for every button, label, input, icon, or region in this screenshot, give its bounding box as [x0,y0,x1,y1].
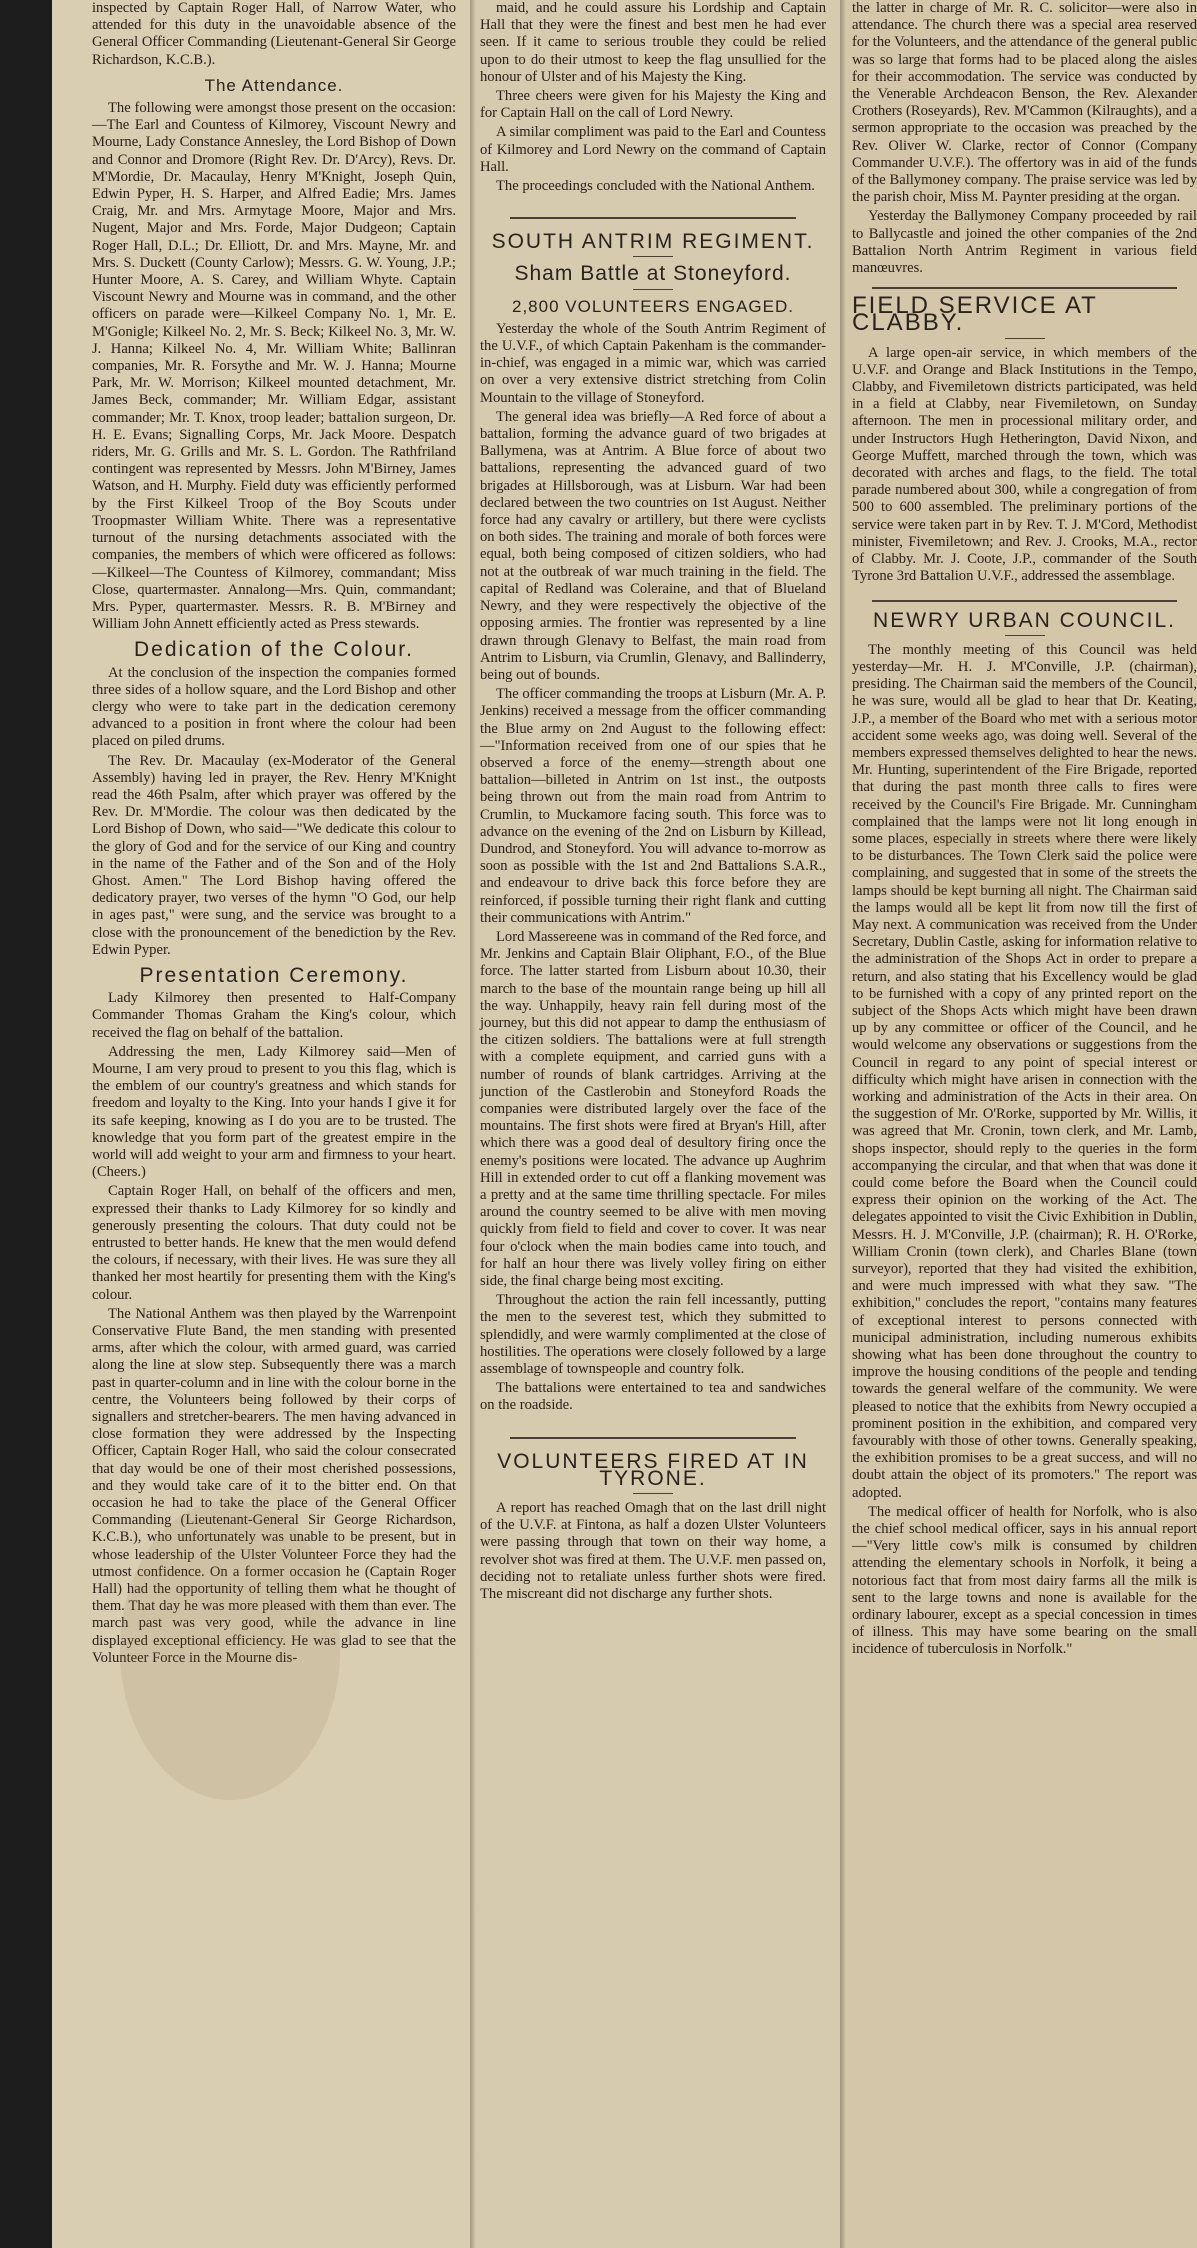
intro-paragraph: inspected by Captain Roger Hall, of Narrow Water, who attended for this duty in the unavoidable absence of the General Officer Commanding (Lieutenant-General Sir George Richardson, K.C.B.). [92,0,456,68]
paper-stain [900,700,1080,940]
short-divider [633,289,673,290]
sham-paragraph-1: Yesterday the whole of the South Antrim Regiment of the U.V.F., of which Captain Pakenham is the commander-in-chief, was engaged in a mimic war, which was carried on over a very extensive district stretching from Colin Mountain to the village of Stoneyford. [480,320,826,406]
heading-attendance: The Attendance. [204,75,344,95]
section-divider [872,287,1177,289]
presentation-paragraph-4: The National Anthem was then played by the Warrenpoint Conservative Flute Band, the men standing with presented arms, after which the colour, with armed guard, was carried along the line at slow step. Subsequently there was a march past in quarter-column and in line with the colour borne in the centre, the Volunteers being followed by their corps of signallers and stretcher-bearers. The men having advanced in close formation they were addressed by the Inspecting Officer, Captain Roger Hall, who said the colour consecrated that day would be one of their most cherished possessions, and they would take care of it to the bitter end. On that occasion he had to take the place of the General Officer Commanding (Lieutenant-General Sir George Richardson, K.C.B.), who unfortunately was unable to be present, but in whose leadership of the Ulster Volunteer Force they had the utmost confidence. On a former occasion he (Captain Roger Hall) had the opportunity of telling them what he thought of them. That day he was more pleased with them than ever. The march past was very good, while the advance in line displayed exceptional efficiency. He was glad to see that the Volunteer Force in the Mourne dis- [92,1305,456,1666]
sham-paragraph-3: The officer commanding the troops at Lisburn (Mr. A. P. Jenkins) received a message from the officer commanding the Blue army on 2nd August to the following effect:—"Information received from one of our spies that he observed a force of the enemy—strength about one battalion—billeted in Antrim on 1st inst., the outposts being thrown out from the main road from Antrim to Crumlin, to Muckamore facing south. This force was to advance on the evening of the 2nd on Lisburn by Killead, Dundrod, and Stoneyford. You will advance to-morrow as soon as possible with the 1st and 2nd Battalions S.A.R., and endeavour to drive back this force before they are reinforced, if possible turning their right flank and cutting their communications with Antrim." [480,686,826,926]
short-divider [633,1493,673,1494]
presentation-paragraph-2: Addressing the men, Lady Kilmorey said—Men of Mourne, I am very proud to present to you this flag, which is the emblem of our country's greatness and which stands for freedom and loyalty to the King. Into your hands I give it for its safe keeping, knowing as I do you are to be trusted. The knowledge that you form part of the greatest empire in the world will add weight to your arm and firmness to your heart. (Cheers.) [92,1043,456,1181]
presentation-paragraph-1: Lady Kilmorey then presented to Half-Company Commander Thomas Graham the King's colour, which received the flag on behalf of the battalion. [92,990,456,1041]
short-divider [633,256,673,257]
column-middle [470,0,840,2248]
heading-tyrone: VOLUNTEERS FIRED AT IN TYRONE. [497,1449,809,1490]
tyrone-paragraph: A report has reached Omagh that on the last drill night of the U.V.F. at Fintona, as half a dozen Ulster Volunteers were passing through that town on their way home, a revolver shot was fired at them. The U.V.F. men passed on, deciding not to retaliate unless further shots were fired. The miscreant did not discharge any further shots. [480,1500,826,1603]
speech-paragraph-3: A similar compliment was paid to the Earl and Countess of Kilmorey and Lord Newry on the command of Captain Hall. [480,124,826,175]
section-divider [872,600,1177,602]
sham-paragraph-4: Lord Massereene was in command of the Red force, and Mr. Jenkins and Captain Blair Oliphant, F.O., of the Blue force. The latter started from Lisburn about 10.30, their march to the base of the mountain range being up hill all the way. Unhappily, heavy rain fell during most of the journey, but this did not appear to damp the enthusiasm of the citizen soldiers. The battalions were at full strength with a complete equipment, and carried guns with a number of rounds of blank cartridges. Arriving at the junction of the Castlerobin and Stoneyford Roads the companies were distributed largely over the face of the mountains. The first shots were fired at Bryan's Hill, after which there was a good deal of desultory firing once the enemy's positions were located. The advance up Aughrim Hill in extended order to cut off a flanking movement was a pretty and at the same time thrilling spectacle. For miles around the country seemed to be alive with men moving quickly from field to field and cover to cover. It was near four o'clock when the main bodies came into touch, and for half an hour there was lively volley firing on either side, the final charge being most exciting. [480,928,826,1290]
heading-newry-council: NEWRY URBAN COUNCIL. [873,608,1176,632]
sham-paragraph-2: The general idea was briefly—A Red force of about a battalion, forming the advance guard of two brigades at Ballymena, was at Antrim. A Blue force of about two battalions, representing the advanced guard of two brigades at Hillsborough, was at Lisburn. War had been declared between the two countries on 1st August. Neither force had any cavalry or artillery, but there were cyclists on both sides. The training and morale of both forces were equal, both being composed of citizen soldiers, who had not at the outbreak of war much training in the field. The capital of Redland was Coleraine, and that of Blueland Newry, and they were respectively the objective of the opposing armies. The frontier was represented by a line drawn through Glenavy to Belfast, the main road from Antrim to Lisburn, via Crumlin, Glenavy, and Ballinderry, being out of bounds. [480,408,826,683]
short-divider [1005,338,1045,339]
speech-paragraph-2: Three cheers were given for his Majesty the King and for Captain Hall on the call of Lord Newry. [480,88,826,122]
newry-paragraph-2: The medical officer of health for Norfolk, who is also the chief school medical officer, says in his annual report—"Very little cow's milk is consumed by children attending the elementary schools in Norfolk, it being a notorious fact that from most dairy farms all the milk is sent to the large towns and none is available for the ordinary labourer, except as a special concession in times of illness. This may have some bearing on the small incidence of tuberculosis in Norfolk." [852,1503,1197,1658]
speech-paragraph-1: maid, and he could assure his Lordship and Captain Hall that they were the finest and best men he had ever seen. If it came to serious trouble they could be relied upon to do their utmost to keep the flag unsullied for the honour of Ulster and of his Majesty the King. [480,0,826,85]
dedication-paragraph-2: The Rev. Dr. Macaulay (ex-Moderator of the General Assembly) having led in prayer, the Rev. Henry M'Knight read the 46th Psalm, after which prayer was offered by the Rev. Dr. M'Mordie. The colour was then dedicated by the Lord Bishop of Down, who said—"We dedicate this colour to the glory of God and for the service of our King and country in the name of the Father and of the Son and of the Holy Ghost. Amen." The Lord Bishop having offered the dedicatory prayer, two verses of the hymn "O God, our help in ages past," were sung, and the service was brought to a close with the pronouncement of the benediction by the Rev. Edwin Pyper. [92,752,456,958]
column-seam [470,0,476,2248]
speech-paragraph-4: The proceedings concluded with the National Anthem. [496,178,815,195]
heading-presentation: Presentation Ceremony. [139,963,409,987]
section-divider [510,1437,796,1439]
short-divider [1005,635,1045,636]
ballymoney-paragraph: Yesterday the Ballymoney Company proceeded by rail to Ballycastle and joined the other companies of the 2nd Battalion North Antrim Regiment in various field manœuvres. [852,208,1197,277]
paper-stain [120,1500,340,1800]
heading-field-service: FIELD SERVICE AT CLABBY. [852,292,1098,337]
dedication-paragraph-1: At the conclusion of the inspection the companies formed three sides of a hollow square, and the Lord Bishop and other clergy who were to take part in the dedication ceremony advanced to a position in front where the colour had been placed on piled drums. [92,664,456,750]
heading-dedication: Dedication of the Colour. [134,638,414,662]
newry-paragraph-1: The monthly meeting of this Council was held yesterday—Mr. H. J. M'Conville, J.P. (chairman), presiding. The Chairman said the members of the Council, he was sure, would all be glad to hear that Dr. Keating, J.P., a member of the Board who met with a serious motor accident some weeks ago, was doing well. Several of the members expressed themselves delighted to hear the news. Mr. Hunting, superintendent of the Fire Brigade, reported that during the past month three calls to fires were received by the Council's Fire Brigade. Mr. Cunningham complained that the lamps were not lit long enough in some places, especially in streets where there were likely to be disturbances. The Town Clerk said the police were complaining, and suggested that in some of the streets the lamps should be kept burning all night. The Chairman said the lamps would all be kept lit from now till the first of May next. A communication was received from the Under Secretary, Dublin Castle, asking for information relative to the administration of the Shops Act in order to prepare a return, and also stating that his Excellency would be glad to be furnished with a copy of any printed report on the subject of the Shops Acts which might have been drawn up by any committee or officer of the Council, and he would welcome any observations or suggestions from the Council in regard to any point of special interest or difficulty which might have arisen in connection with the working and administration of the Acts in their area. On the suggestion of Mr. O'Rorke, supported by Mr. Willis, it was agreed that Mr. Cronin, town clerk, and Mr. Lamb, shops inspector, should reply to the queries in the form accompanying the circular, and that when that was done it could come before the Board when the Council could express their opinion on the working of the Act. The delegates appointed to visit the Civic Exhibition in Dublin, Messrs. H. J. M'Conville, J.P. (chairman); R. H. O'Rorke, William Cronin (town clerk), and Charles Blane (town surveyor), reported that they had visited the exhibition, and were much impressed with what they saw. "The exhibition," concludes the report, "contains many features of exceptional interest to persons connected with municipal administration, including numerous exhibits showing what has been done throughout the country to improve the housing conditions of the people and tending towards the general welfare of the community. We were pleased to notice that the exhibits from Newry occupied a prominent position in the exhibition, and compared very favourably with those of other towns. Generally speaking, the exhibition promises to be a great success, and will no doubt attain the object of its promoters." The report was adopted. [852,641,1197,1501]
column-right [840,0,1197,2248]
field-service-paragraph: A large open-air service, in which members of the U.V.F. and Orange and Black Institutions in the Tempo, Clabby, and Fivemiletown districts participated, was held in a field at Clabby, near Fivemiletown, on Sunday afternoon. The men in processional military order, and under Instructors Hugh Hetherington, David Nixon, and George Muffett, marched through the town, which was decorated with arches and flags, to the field. The total parade numbered about 300, while a congregation of from 500 to 600 assembled. The preliminary portions of the service were taken part in by Rev. T. J. M'Cord, Methodist minister, Fivemiletown; and Rev. J. Crooks, M.A., rector of Clabby. Mr. J. Coote, J.P., commander of the South Tyrone 3rd Battalion U.V.F., addressed the assemblage. [852,344,1197,585]
heading-sham-battle: Sham Battle at Stoneyford. [514,262,792,286]
presentation-paragraph-3: Captain Roger Hall, on behalf of the officers and men, expressed their thanks to Lady Kilmorey for so kindly and generously presenting the colours. That duty could not be entrusted to better hands. He knew that the men would defend the colours, if necessary, with their lives. He was sure they all thanked her most heartily for presenting them with the King's colour. [92,1183,456,1303]
sham-paragraph-6: The battalions were entertained to tea and sandwiches on the roadside. [480,1380,826,1414]
heading-south-antrim: SOUTH ANTRIM REGIMENT. [491,230,815,254]
attendance-paragraph: The following were amongst those present on the occasion:—The Earl and Countess of Kilmorey, Viscount Newry and Mourne, Lady Constance Annesley, the Lord Bishop of Down and Connor and Dromore (Right Rev. Dr. D'Arcy), Revs. Dr. M'Mordie, Dr. Macaulay, Henry M'Knight, Joseph Quin, Edwin Pyper, H. S. Harper, and Alfred Eadie; Mrs. James Craig, Mr. and Mrs. Armytage Moore, Major and Mrs. Nugent, Major and Mrs. Forde, Major Dudgeon; Captain Roger Hall, D.L.; Dr. Elliott, Dr. and Mrs. Mayne, Mr. and Mrs. S. Duckett (County Carlow); Messrs. G. W. Young, J.P.; Hunter Moore, A. S. Carey, and William Whyte. Captain Viscount Newry and Mourne was in command, and the other officers on parade were—Kilkeel Company No. 1, Mr. E. M'Gonigle; Kilkeel No. 2, Mr. S. Beck; Kilkeel No. 3, Mr. W. J. Hanna; Kilkeel No. 4, Mr. William White; Ballinran companies, Mr. R. Forsythe and Mr. W. J. Hanna; Mourne Park, Mr. W. Morrison; Kilkeel mounted detachment, Mr. James Beck, commander; Mr. William Edgar, assistant commander; Mr. T. Knox, troop leader; battalion surgeon, Dr. H. E. Evans; Signalling Corps, Mr. Jack Moore. Despatch riders, Mr. G. Grills and Mr. S. L. Gordon. The Rathfriland contingent was represented by Messrs. John M'Birney, James Watson, and H. Murphy. Field duty was efficiently performed by the First Kilkeel Troop of the Boy Scouts under Troopmaster William White. There was a representative turnout of the nursing detachments associated with the companies, the members of which were officered as follows:—Kilkeel—The Countess of Kilmorey, commandant; Miss Close, quartermaster. Annalong—Mrs. Quin, commandant; Mrs. Pyper, quartermaster. Messrs. R. B. M'Birney and William John Annett efficiently acted as Press stewards. [92,100,456,633]
heading-volunteers-engaged: 2,800 VOLUNTEERS ENGAGED. [512,296,794,316]
column-seam [840,0,846,2248]
church-paragraph: the latter in charge of Mr. R. C. solicitor—were also in attendance. The church there was a special area reserved for the Volunteers, and the attendance of the general public was so large that forms had to be placed along the aisles for their accommodation. The service was conducted by the Venerable Archdeacon Benson, the Rev. Alexander Crothers (Roseyards), Rev. M'Cammon (Kilraughts), and a sermon appropriate to the occasion was preached by the Rev. Oliver W. Clarke, rector of Connor (Company Commander U.V.F.). The offertory was in aid of the funds of the Ballymoney company. The praise service was led by the parish choir, Miss M. Paynter presiding at the organ. [852,0,1197,206]
section-divider [510,217,796,219]
sham-paragraph-5: Throughout the action the rain fell incessantly, putting the men to the severest test, which they submitted to splendidly, and were warmly complimented at the close of hostilities. The operations were closely followed by a large assemblage of townspeople and country folk. [480,1292,826,1378]
column-left [52,0,470,2248]
